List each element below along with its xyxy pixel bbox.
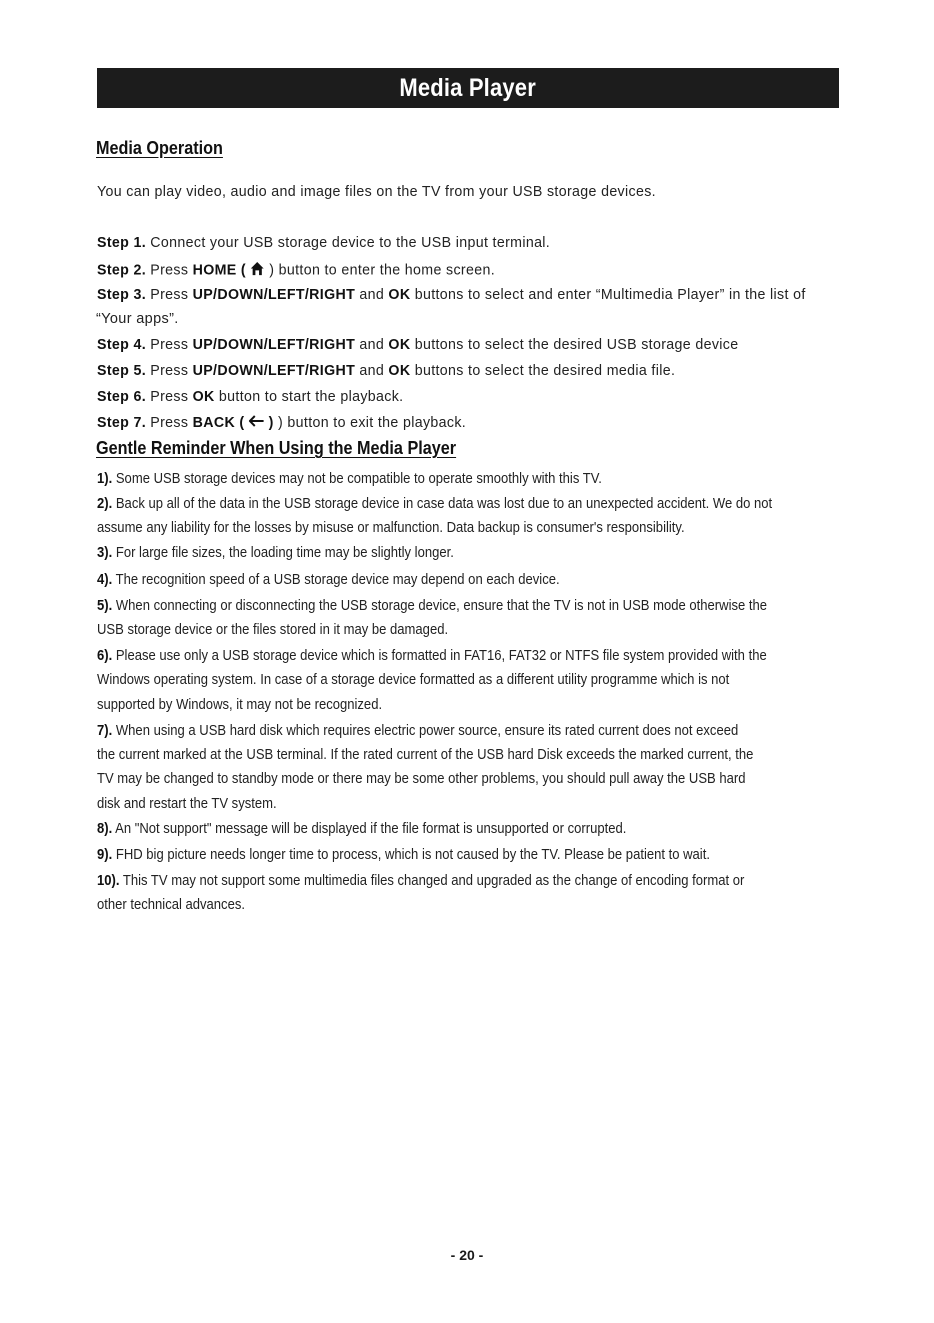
page-title: Media Player xyxy=(399,73,537,102)
reminder-item-7-line-3: TV may be changed to standby mode or there may be some other problems, you should pull away the USB hard xyxy=(97,771,746,787)
reminder-item-3: 3). For large file sizes, the loading time may be slightly longer. xyxy=(97,545,454,561)
reminder-item-6: 6). Please use only a USB storage device which is formatted in FAT16, FAT32 or NTFS file system provided with the xyxy=(97,648,767,664)
reminder-item-4: 4). The recognition speed of a USB storage device may depend on each device. xyxy=(97,572,560,588)
step-1: Step 1. Connect your USB storage device to the USB input terminal. xyxy=(97,235,551,251)
home-icon xyxy=(250,261,265,280)
back-arrow-icon xyxy=(249,415,265,431)
reminder-item-2-line-2: assume any liability for the losses by misuse or malfunction. Data backup is consumer's responsibility. xyxy=(97,520,685,536)
intro-text: You can play video, audio and image files on the TV from your USB storage devices. xyxy=(97,184,656,200)
reminder-item-7: 7). When using a USB hard disk which requires electric power source, ensure its rated current does not exceed xyxy=(97,723,739,739)
reminder-item-6-line-3: supported by Windows, it may not be recognized. xyxy=(97,697,383,713)
step-7: Step 7. Press BACK ( ) ) button to exit the playback. xyxy=(97,415,467,431)
reminder-item-8: 8). An "Not support" message will be displayed if the file format is unsupported or corrupted. xyxy=(97,821,627,837)
reminder-item-2: 2). Back up all of the data in the USB storage device in case data was lost due to an unexpected accident. We do not xyxy=(97,496,773,512)
reminder-item-5-line-2: USB storage device or the files stored in it may be damaged. xyxy=(97,622,449,638)
section-title-gentle-reminder: Gentle Reminder When Using the Media Player xyxy=(96,438,457,458)
header-bar xyxy=(97,68,839,108)
reminder-item-6-line-2: Windows operating system. In case of a storage device formatted as a different utility programme which is not xyxy=(97,672,730,688)
reminder-item-1: 1). Some USB storage devices may not be compatible to operate smoothly with this TV. xyxy=(97,471,602,487)
reminder-item-7-line-4: disk and restart the TV system. xyxy=(97,796,277,812)
section-title-media-operation: Media Operation xyxy=(96,138,223,158)
step-3-continuation: “Your apps”. xyxy=(96,311,179,327)
step-2: Step 2. Press HOME ( ) button to enter the home screen. xyxy=(97,262,496,279)
step-6: Step 6. Press OK button to start the playback. xyxy=(97,389,404,405)
step-3: Step 3. Press UP/DOWN/LEFT/RIGHT and OK buttons to select and enter “Multimedia Player” in the list of xyxy=(97,287,806,303)
step-4: Step 4. Press UP/DOWN/LEFT/RIGHT and OK buttons to select the desired USB storage device xyxy=(97,337,739,353)
reminder-item-10: 10). This TV may not support some multimedia files changed and upgraded as the change of encoding format or xyxy=(97,873,745,889)
step-5: Step 5. Press UP/DOWN/LEFT/RIGHT and OK buttons to select the desired media file. xyxy=(97,363,676,379)
reminder-item-9: 9). FHD big picture needs longer time to process, which is not caused by the TV. Please be patient to wait. xyxy=(97,847,710,863)
reminder-item-5: 5). When connecting or disconnecting the USB storage device, ensure that the TV is not in USB mode otherwise the xyxy=(97,598,768,614)
page-number: - 20 - xyxy=(450,1247,484,1263)
reminder-item-10-line-2: other technical advances. xyxy=(97,897,245,913)
reminder-item-7-line-2: the current marked at the USB terminal. If the rated current of the USB hard Disk exceeds the marked current, the xyxy=(97,747,754,763)
